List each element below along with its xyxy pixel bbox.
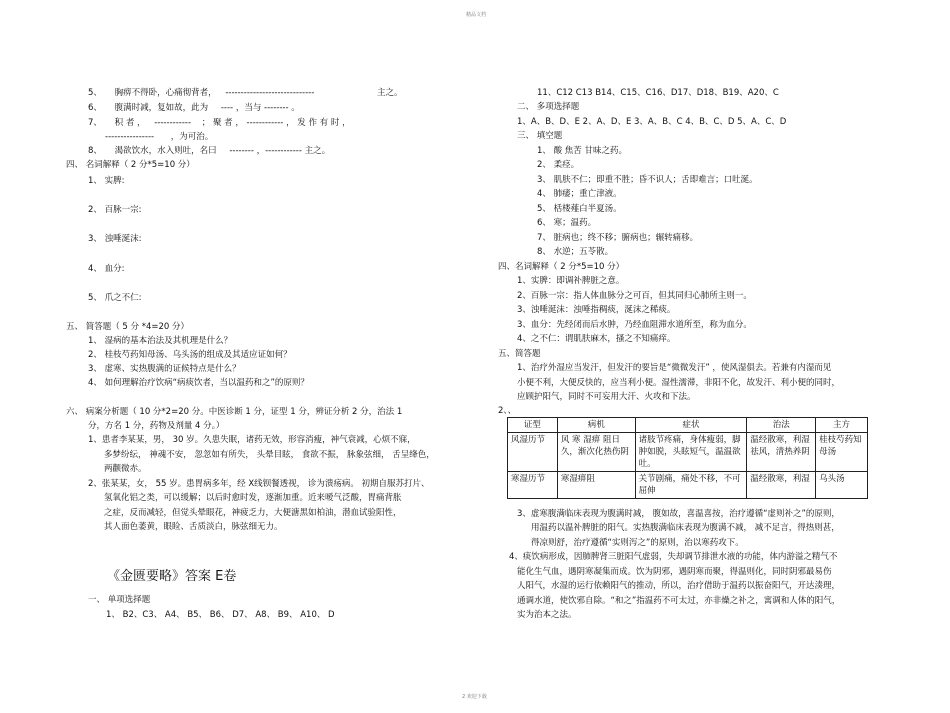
table-cell: 风 寒 湿痹 阻日久，渐次化热伤阴 [557,433,635,472]
fill-answer: 5、 栝楼薤白半夏汤。 [537,204,622,214]
section-5-title: 五、 简答题（ 5 分 *4=20 分） [66,322,190,332]
question-item: 4、 如何理解治疗饮病“病痰饮者，当以温药和之”的原则？ [88,378,309,388]
term-item: 4、 血分: [88,264,125,274]
table-cell: 温经散寒，利湿祛风，清热养阴 [747,433,816,472]
short-answer-2-num: 2、、 [498,406,517,416]
section-6-title-cont: 分，方名 1 分，药物及剂量 4 分。） [88,421,225,431]
case-1-line: 多梦纷纭， 神魂不安， 忽忽如有所失， 头晕目眩， 食欲不振， 脉象弦细， 舌呈绛色， [104,450,435,460]
case-2-line: 之症，反而减轻，但觉头晕眼花，神疲乏力，大便溏黑如柏油，潜血试验阳性， [104,508,402,518]
table-cell: 寒湿痹阻 [557,472,635,499]
term-answer: 3、血分：先经闭而后水肿，乃经血阻滞水道所至，称为血分。 [517,320,752,330]
fill-item-7: 7、 积 者 ， ------------ ； 聚 者 ， ------------ ， 发 作 有 时 ， [88,118,351,128]
answer-mc-line: 1、 B2、C3、 A4、 B5、 B6、 D7、 A8、 B9、 A10、 D [106,610,335,620]
short-answer-1: 小便不利，大便反快的，应当利小便。湿性濡滞，非阳不化，故发汗、利小便的同时， [517,378,841,388]
fill-answer: 4、 肺痿；重亡津液。 [537,189,622,199]
short-answer-3: 3、虚寒腹满临床表现为腹满时减， 腹如故，喜温喜按，治疗遵循“虚则补之”的原则， [517,509,840,519]
answer-mc-line-2: 11、C12 C13 B14、C15、C16、D17、D18、B19、A20、C [537,88,779,98]
table-cell: 乌头汤 [816,472,868,499]
short-answer-4: 通调水道，使饮邪自除。“和之”指温药不可太过，亦非燥之补之，寓调和人体的阳气， [517,596,841,606]
page-header-mark: 精品文档 [466,12,487,18]
term-item: 2、 百脉一宗: [88,205,142,215]
case-2-line: 氢氧化铝之类，可以缓解；以后时愈时发，逐渐加重。近来嗳气泛酸，胃痛背胀 [104,493,402,503]
table-header-cell: 病机 [557,418,635,433]
answer-section-2-title: 二、 多项选择题 [517,102,580,112]
answer-section-5-title: 五、简答题 [498,349,541,359]
fill-answer: 3、 肌肤不仁；即重不胜；昏不识人；舌即难言；口吐涎。 [537,175,758,185]
comparison-table [507,417,868,499]
short-answer-4: 人阳气，水湿的运行依赖阳气的推动，所以，治疗借助于温药以振奋阳气，开达湊理， [517,581,841,591]
table-header-cell: 症状 [635,418,747,433]
table-cell: 关节剧痛，痛处不移，不可屈伸 [635,472,747,499]
question-item: 1、 湿病的基本治法及其机理是什么？ [88,336,233,346]
fill-answer: 2、 柔痉。 [537,160,580,170]
case-2-line: 2、张某某，女， 55 岁。患胃病多年，经 X线钡餐透视， 诊为溃疡病。 初期自服苏打片、 [88,479,430,489]
table-cell: 寒湿历节 [508,472,558,499]
case-2-line: 其人面色萎黄，眼睑、舌质淡白，脉弦细无力。 [104,522,283,532]
table-row [508,433,868,472]
term-answer: 4、之不仁：谓肌肤麻木，搔之不知痛痒。 [517,334,676,344]
short-answer-4: 实为治本之法。 [517,610,577,620]
answer-title: 《金匮要略》答案 E卷 [107,569,237,584]
table-header-row [508,418,868,433]
term-answer: 3、浊唾涎沫：浊唾指稠痰，涎沫之稀痰。 [517,305,676,315]
question-item: 2、 桂枝芍药知母汤、乌头汤的组成及其适应证如何？ [88,350,292,360]
table-cell: 风湿历节 [508,433,558,472]
short-answer-1: 应顾护阳气，同时不可妄用大汗、火攻和下法。 [517,392,696,402]
table-cell: 诸肢节疼痛，身体瘦弱，脚肿如脱，头眩短气，温温欲吐。 [635,433,747,472]
term-answer: 1、实脾：即调补脾脏之意。 [517,276,625,286]
fill-item-5: 5、 胸痹不得卧，心痛彻背者， ----------------------------- 主之。 [88,88,403,98]
short-answer-4: 能化生气血，遇阴寒凝集而成。饮为阴邪，遇阴寒而聚，得温则化，同时阴邪最易伤 [517,567,832,577]
fill-answer: 6、 寒；温药。 [537,218,597,228]
fill-answer: 7、 脏病也；终不移；腑病也；辗转痛移。 [537,233,699,243]
fill-item-6: 6、 腹满时减，复如故，此为 ---- ，当与 -------- 。 [88,103,300,113]
table-cell: 温经散寒，利湿 [747,472,816,499]
term-answer: 2、百脉一宗：指人体血脉分之可百，但其同归心肺所主则一。 [517,291,752,301]
table-row [508,472,868,499]
fill-item-7-cont: ---------------- ，为可治。 [105,132,214,142]
page-footer-mark: 2 欢迎下载 [462,694,487,700]
table-cell: 桂枝芍药知母汤 [816,433,868,472]
short-answer-4: 4、痰饮病形成，因肺脾肾三脏阳气虚弱，失却调节排泄水液的功能，体内游溢之精气不 [509,552,838,562]
term-item: 3、 浊唾涎沫: [88,234,142,244]
section-6-title: 六、 病案分析题（ 10 分*2=20 分。中医诊断 1 分，证型 1 分，辨证分析 2 分，治法 1 [66,407,403,417]
fill-answer: 8、 水逆；五苓散。 [537,247,614,257]
question-item: 3、 虚寒、实热腹满的证候特点是什么？ [88,364,241,374]
term-item: 1、 实脾: [88,176,125,186]
term-item: 5、 爪之不仁: [88,293,142,303]
table-header-cell: 主方 [816,418,868,433]
answer-section-1-title: 一、 单项选择题 [88,595,151,605]
table-header-cell: 证型 [508,418,558,433]
answer-section-4-title: 四、名词解释（ 2 分*5=10 分） [498,262,625,272]
answer-section-3-title: 三、 填空题 [517,131,563,141]
case-1-line: 两颧微赤。 [104,464,147,474]
answer-multi-line: 1、A、B、D、E 2、A、D、E 3、A、B、C 4、B、C、D 5、A、C、D [517,117,787,127]
fill-item-8: 8、 渴欲饮水，水入则吐，名曰 -------- ，------------ 主之。 [88,146,331,156]
fill-answer: 1、 酸 焦苦 甘味之药。 [537,146,628,156]
short-answer-1: 1、治疗外湿应当发汗，但发汗的要旨是“微微发汗” ，使风湿俱去。若兼有内湿而见 [517,363,832,373]
section-4-title: 四、 名词解释（ 2 分*5=10 分） [66,160,195,170]
short-answer-3: 得凉则舒，治疗遵循“实则泻之”的原则，治以寒药攻下。 [531,538,744,548]
short-answer-3: 用温药以温补脾脏的阳气。实热腹满临床表现为腹满不减， 减不足言，得热则甚， [531,523,840,533]
case-1-line: 1、患者李某某，男， 30 岁。久患失眠，诸药无效，形容消瘦，神气衰减，心烦不寐， [88,435,416,445]
table-header-cell: 治法 [747,418,816,433]
